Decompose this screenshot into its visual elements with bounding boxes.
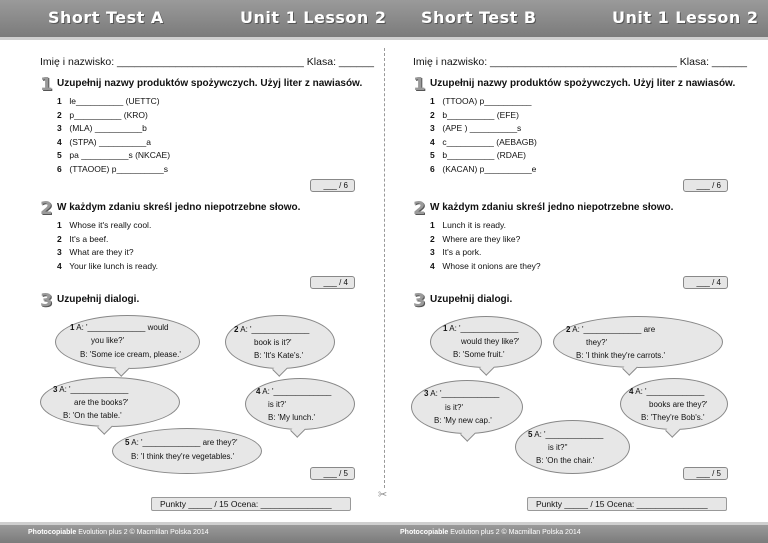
exercise-number: 2 [413,198,426,219]
list-item: 5 pa __________s (NKCAE) [57,150,171,161]
footer-bar [0,522,768,543]
left-unit-title: Unit 1 Lesson 2 [240,8,387,27]
list-item: 3 (MLA) __________b [57,123,147,134]
speech-bubble: 4 A: '_____________ is it?' B: 'My lunch.' [245,378,355,430]
exercise-items [430,95,537,177]
list-item: 4 (STPA) __________a [57,136,151,147]
exercise-items [430,219,541,273]
list-item: 2 Where are they like? [430,233,521,244]
footer-left: Photocopiable Evolution plus 2 © Macmillan Polska 2014 [28,529,209,536]
speech-bubble: 2 A: '_____________ book is it?' B: 'It's Kate's.' [225,315,335,369]
list-item: 2 b__________ (EFE) [430,109,519,120]
test-a [0,40,384,522]
speech-bubble: 4 A: '_____________ books are they?' B: 'They're Bob's.' [620,378,728,430]
list-item: 4 Your like lunch is ready. [57,260,159,271]
right-unit-title: Unit 1 Lesson 2 [612,8,759,27]
list-item: 3 It's a pork. [430,247,482,258]
speech-bubble: 3 A: '_____________ is it?' B: 'My new cap.' [411,380,523,434]
exercise-items [57,219,158,273]
exercise-title: Uzupełnij dialogi. [430,294,513,305]
list-item: 3 What are they it? [57,247,134,258]
speech-bubble: 5 A: '_____________ are they?' B: 'I think they're vegetables.' [112,428,262,474]
exercise-number: 1 [40,74,53,95]
list-item: 1 Whose it's really cool. [57,220,152,230]
exercise-title: Uzupełnij nazwy produktów spożywczych. Użyj liter z nawiasów. [57,78,363,89]
list-item: 4 c__________ (AEBAGB) [430,136,537,147]
exercise-title: Uzupełnij nazwy produktów spożywczych. Użyj liter z nawiasów. [430,78,736,89]
list-item: 4 Whose it onions are they? [430,260,541,271]
exercise-title: W każdym zdaniu skreśl jedno niepotrzebne słowo. [57,202,301,213]
score-box: ___ / 5 [310,467,355,480]
list-item: 6 (KACAN) p__________e [430,163,537,174]
test-b [373,40,757,522]
list-item: 2 It's a beef. [57,233,109,244]
total-points-box: Punkty _____ / 15 Ocena: _______________ [527,497,727,511]
right-test-title: Short Test B [421,8,537,27]
exercise-number: 3 [413,290,426,311]
exercise-number: 2 [40,198,53,219]
exercise-title: W każdym zdaniu skreśl jedno niepotrzebne słowo. [430,202,674,213]
speech-bubble: 1 A: '_____________ would they like?' B: 'Some fruit.' [430,316,542,368]
score-box: ___ / 6 [683,179,728,192]
list-item: 1 Lunch it is ready. [430,220,507,230]
exercise-title: Uzupełnij dialogi. [57,294,140,305]
speech-bubble: 1 A: '_____________ would you like?' B: 'Some ice cream, please.' [55,315,200,369]
list-item: 6 (TTAOOE) p__________s [57,163,168,174]
list-item: 3 (APE ) __________s [430,123,522,134]
exercise-number: 3 [40,290,53,311]
list-item: 1 le__________ (UETTC) [57,96,160,106]
total-points-box: Punkty _____ / 15 Ocena: _______________ [151,497,351,511]
footer-right: Photocopiable Evolution plus 2 © Macmillan Polska 2014 [400,529,581,536]
speech-bubble: 5 A: '_____________ is it?'' B: 'On the chair.' [515,420,630,474]
score-box: ___ / 5 [683,467,728,480]
exercise-number: 1 [413,74,426,95]
list-item: 5 b__________ (RDAE) [430,150,527,161]
speech-bubble: 3 A: '_____________ are the books?' B: 'On the table.' [40,377,180,427]
speech-bubble: 2 A: '_____________ are they?' B: 'I think they're carrots.' [553,316,723,368]
score-box: ___ / 4 [310,276,355,289]
list-item: 2 p__________ (KRO) [57,109,148,120]
name-class-line: Imię i nazwisko: ________________________________ Klasa: ______ [40,56,374,68]
list-item: 1 (TTOOA) p__________ [430,96,532,106]
left-test-title: Short Test A [48,8,164,27]
exercise-items [57,95,170,177]
score-box: ___ / 6 [310,179,355,192]
name-class-line: Imię i nazwisko: ________________________________ Klasa: ______ [413,56,747,68]
score-box: ___ / 4 [683,276,728,289]
scissors-icon: ✂ [378,489,388,501]
header-bar [0,0,768,40]
